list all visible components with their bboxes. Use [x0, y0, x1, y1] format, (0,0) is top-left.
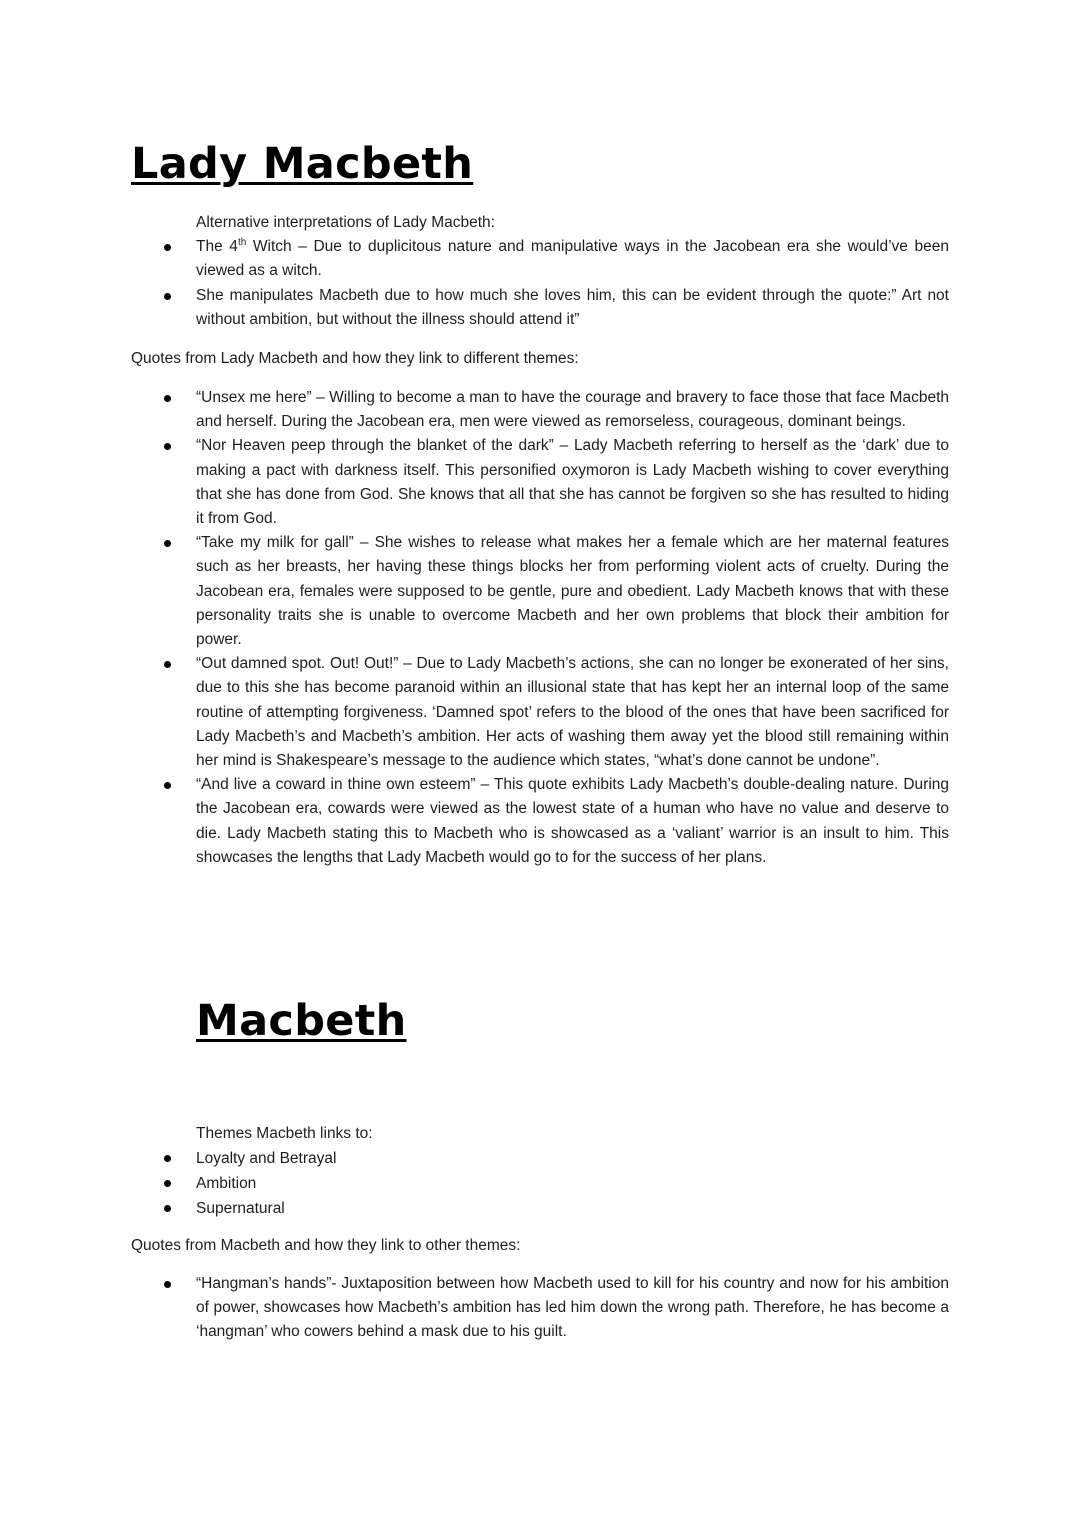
themes-section — [196, 1121, 949, 1221]
list-item: “Out damned spot. Out! Out!” – Due to Lady Macbeth’s actions, she can no longer be exonerated of her sins, due to this she has become paranoid within an illusional state that has kept her an internal loop of the same routine of attempting forgiveness. ‘Damned spot’ refers to the blood of the ones that have been sacrificed for Lady Macbeth’s and Macbeth’s ambition. Her acts of washing them away yet the blood still remaining within her mind is Shakespeare’s message to the audience which states, “what’s done cannot be undone”. — [196, 652, 949, 773]
list-item: “Take my milk for gall” – She wishes to release what makes her a female which are her maternal features such as her breasts, her having these things blocks her from performing violent acts of cruelty. During the Jacobean era, females were supposed to be gentle, pure and obedient. Lady Macbeth knows that with these personality traits she is unable to overcome Macbeth and her own problems that block their ambition for power. — [196, 531, 949, 652]
bullet-icon — [164, 395, 171, 402]
macbeth-quotes-section — [196, 1272, 949, 1345]
macbeth-quotes-heading: Quotes from Macbeth and how they link to other themes: — [131, 1237, 521, 1254]
interpretations-section — [196, 211, 949, 332]
list-item: “Hangman’s hands”- Juxtaposition between how Macbeth used to kill for his country and now for his ambition of power, showcases how Macbeth’s ambition has led him down the wrong path. Therefore, he has become a ‘hangman’ who cowers behind a mask due to his guilt. — [196, 1272, 949, 1345]
bullet-icon — [164, 540, 171, 547]
bullet-icon — [164, 443, 171, 450]
bullet-icon — [164, 782, 171, 789]
list-item: The 4th Witch – Due to duplicitous nature and manipulative ways in the Jacobean era she would’ve been viewed as a witch. — [196, 235, 949, 283]
bullet-icon — [164, 293, 171, 300]
themes-intro: Themes Macbeth links to: — [196, 1125, 373, 1142]
list-item: Supernatural — [196, 1196, 949, 1221]
list-item: Loyalty and Betrayal — [196, 1146, 949, 1171]
bullet-icon — [164, 661, 171, 668]
interpretations-intro: Alternative interpretations of Lady Macbeth: — [196, 214, 495, 231]
lady-macbeth-quotes-list — [196, 386, 949, 870]
interpretations-list — [196, 235, 949, 332]
list-item: “And live a coward in thine own esteem” – This quote exhibits Lady Macbeth’s double-dealing nature. During the Jacobean era, cowards were viewed as the lowest state of a human who have no value and deserve to die. Lady Macbeth stating this to Macbeth who is showcased as a ‘valiant’ warrior is an insult to him. This showcases the lengths that Lady Macbeth would go to for the success of her plans. — [196, 773, 949, 870]
macbeth-quotes-list — [196, 1272, 949, 1345]
bullet-icon — [164, 1205, 171, 1212]
lady-macbeth-quotes-section — [196, 386, 949, 870]
list-item: She manipulates Macbeth due to how much she loves him, this can be evident through the quote:” Art not without ambition, but without the illness should attend it” — [196, 284, 949, 332]
bullet-icon — [164, 1155, 171, 1162]
bullet-icon — [164, 1180, 171, 1187]
bullet-icon — [164, 1281, 171, 1288]
macbeth-title: Macbeth — [196, 996, 407, 1046]
lady-macbeth-quotes-heading: Quotes from Lady Macbeth and how they link to different themes: — [131, 350, 579, 367]
list-item: “Nor Heaven peep through the blanket of the dark” – Lady Macbeth referring to herself as the ‘dark’ due to making a pact with darkness itself. This personified oxymoron is Lady Macbeth wishing to cover everything that she has done from God. She knows that all that she has cannot be forgiven so she has resulted to hiding it from God. — [196, 434, 949, 531]
list-item: Ambition — [196, 1171, 949, 1196]
list-item: “Unsex me here” – Willing to become a man to have the courage and bravery to face those that face Macbeth and herself. During the Jacobean era, men were viewed as remorseless, courageous, dominant beings. — [196, 386, 949, 434]
bullet-icon — [164, 244, 171, 251]
themes-list — [196, 1146, 949, 1221]
lady-macbeth-title: Lady Macbeth — [131, 139, 474, 189]
